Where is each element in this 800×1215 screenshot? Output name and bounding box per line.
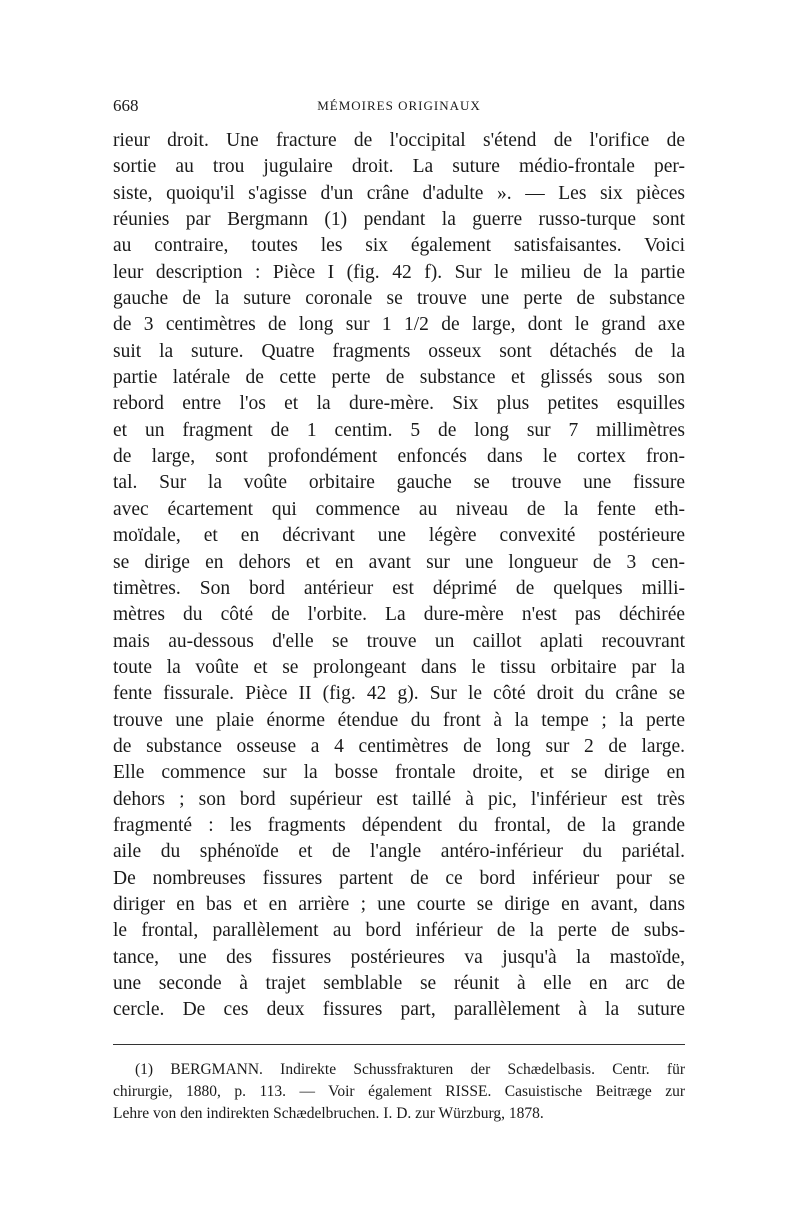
text-line: rieur droit. Une fracture de l'occipital s'étend de l'orifice de bbox=[113, 130, 685, 151]
text-line: toute la voûte et se prolongeant dans le tissu orbitaire par la bbox=[113, 656, 685, 678]
body-text bbox=[113, 128, 685, 1024]
footnotes bbox=[113, 1059, 685, 1125]
text-line: tal. Sur la voûte orbitaire gauche se trouve une fissure bbox=[113, 472, 685, 494]
page-number: 668 bbox=[113, 96, 139, 115]
text-line: timètres. Son bord antérieur est déprimé de quelques milli- bbox=[113, 577, 685, 599]
text-line: au contraire, toutes les six également satisfaisantes. Voici bbox=[113, 235, 685, 257]
text-line: suit la suture. Quatre fragments osseux sont détachés de la bbox=[113, 340, 685, 362]
text-line: partie latérale de cette perte de substance et glissés sous son bbox=[113, 367, 685, 389]
text-line: cercle. De ces deux fissures part, parallèlement à la suture bbox=[113, 999, 685, 1021]
footnote-line: Lehre von den indirekten Schædelbruchen. I. D. zur Würzburg, 1878. bbox=[113, 1104, 544, 1122]
text-line: réunies par Bergmann (1) pendant la guerre russo-turque sont bbox=[113, 209, 685, 231]
running-head: MÉMOIRES ORIGINAUX bbox=[317, 98, 481, 113]
text-line: De nombreuses fissures partent de ce bord inférieur pour se bbox=[113, 867, 685, 889]
text-line: avec écartement qui commence au niveau de la fente eth- bbox=[113, 498, 685, 520]
text-line: moïdale, et en décrivant une légère convexité postérieure bbox=[113, 525, 685, 547]
text-line: se dirige en dehors et en avant sur une longueur de 3 cen- bbox=[113, 551, 685, 573]
text-line: siste, quoiqu'il s'agisse d'un crâne d'adulte ». — Les six pièces bbox=[113, 182, 685, 204]
text-line: de 3 centimètres de long sur 1 1/2 de large, dont le grand axe bbox=[113, 314, 685, 336]
page-header bbox=[113, 96, 685, 126]
text-line: leur description : Pièce I (fig. 42 f). Sur le milieu de la partie bbox=[113, 261, 685, 283]
text-line: et un fragment de 1 centim. 5 de long sur 7 millimètres bbox=[113, 419, 685, 441]
text-line: diriger en bas et en arrière ; une courte se dirige en avant, dans bbox=[113, 893, 685, 915]
text-line: mais au-dessous d'elle se trouve un caillot aplati recouvrant bbox=[113, 630, 685, 652]
text-line: aile du sphénoïde et de l'angle antéro-inférieur du pariétal. bbox=[113, 841, 685, 863]
footnote-line: (1) BERGMANN. Indirekte Schussfrakturen der Schædelbasis. Centr. für bbox=[135, 1060, 685, 1078]
text-line: rebord entre l'os et la dure-mère. Six plus petites esquilles bbox=[113, 393, 685, 415]
text-line: Elle commence sur la bosse frontale droite, et se dirige en bbox=[113, 762, 685, 784]
text-line: mètres du côté de l'orbite. La dure-mère n'est pas déchirée bbox=[113, 604, 685, 626]
text-line: sortie au trou jugulaire droit. La suture médio-frontale per- bbox=[113, 156, 685, 178]
text-line: tance, une des fissures postérieures va jusqu'à la mastoïde, bbox=[113, 946, 685, 968]
text-line: gauche de la suture coronale se trouve une perte de substance bbox=[113, 288, 685, 310]
text-line: une seconde à trajet semblable se réunit à elle en arc de bbox=[113, 973, 685, 994]
text-line: le frontal, parallèlement au bord inférieur de la perte de subs- bbox=[113, 920, 685, 942]
footnote-divider bbox=[113, 1044, 685, 1045]
text-line: de large, sont profondément enfoncés dans le cortex fron- bbox=[113, 446, 685, 468]
text-line: de substance osseuse a 4 centimètres de long sur 2 de large. bbox=[113, 735, 685, 757]
page bbox=[113, 96, 685, 1125]
text-line: fente fissurale. Pièce II (fig. 42 g). Sur le côté droit du crâne se bbox=[113, 683, 685, 705]
footnote-line: chirurgie, 1880, p. 113. — Voir également RISSE. Casuistische Beitræge zur bbox=[113, 1082, 685, 1100]
text-line: trouve une plaie énorme étendue du front à la tempe ; la perte bbox=[113, 709, 685, 731]
text-line: fragmenté : les fragments dépendent du frontal, de la grande bbox=[113, 814, 685, 836]
text-line: dehors ; son bord supérieur est taillé à pic, l'inférieur est très bbox=[113, 788, 685, 810]
